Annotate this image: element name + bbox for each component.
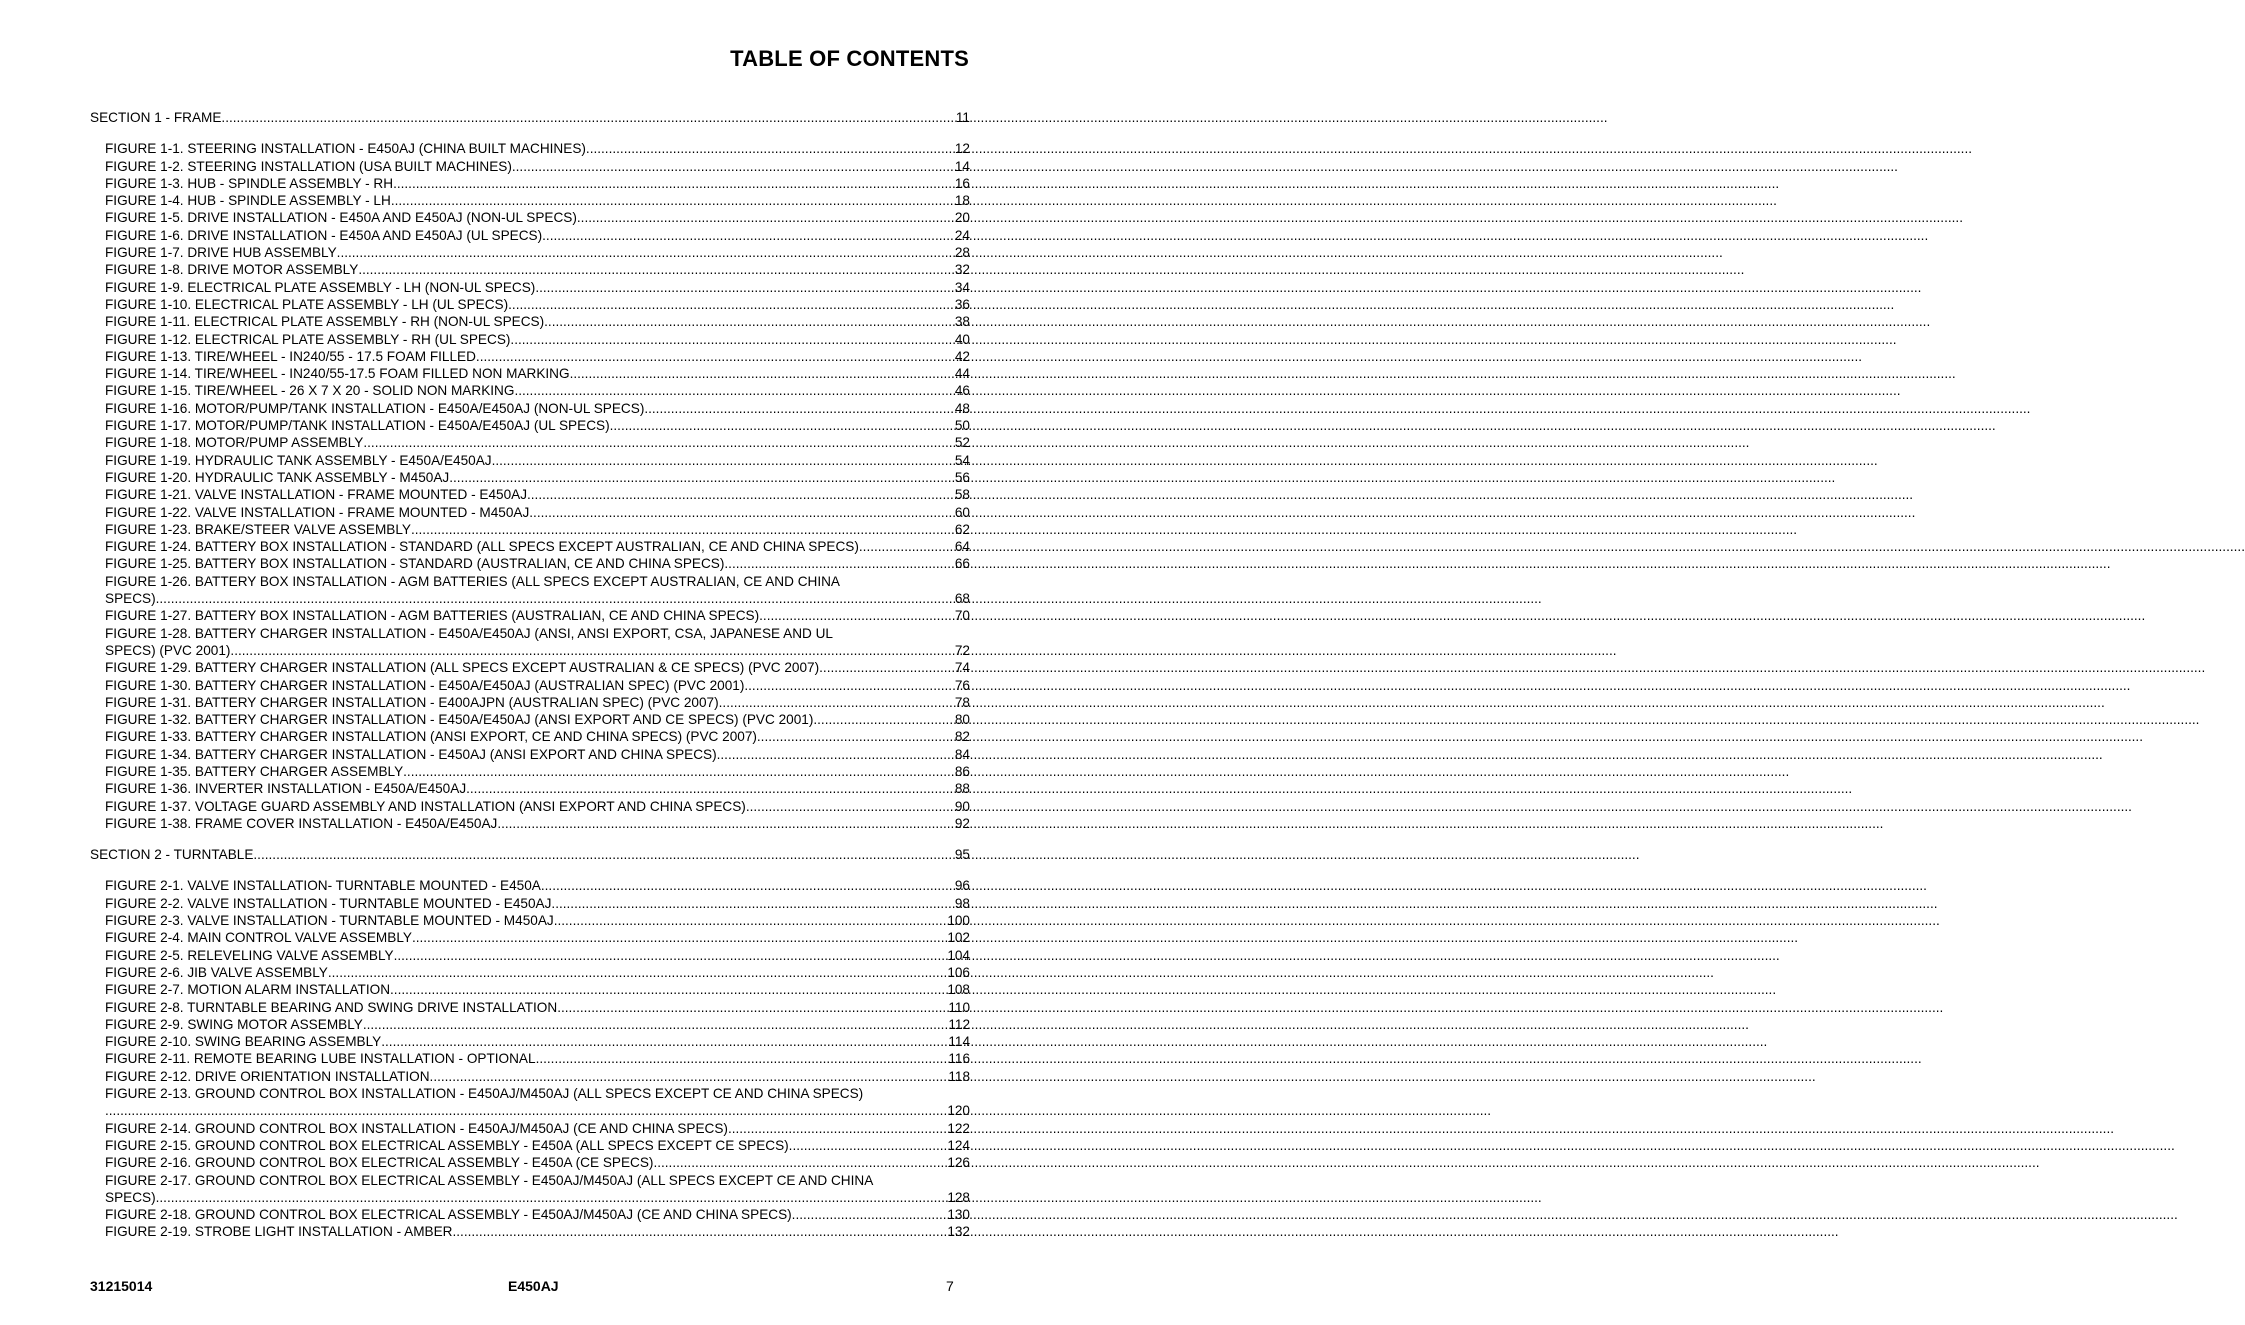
toc-entry-page: 34 [954,279,970,295]
dot-leader [859,538,953,555]
dot-leader [452,1223,945,1240]
toc-entry-page: 60 [954,504,970,520]
dot-leader [746,798,953,815]
toc-entry-page: 84 [954,746,970,762]
dot-leader [391,192,953,209]
toc-entry-figure[interactable] [105,555,970,572]
toc-entry-title: FIGURE 1-7. DRIVE HUB ASSEMBLY [105,245,337,261]
toc-entry-title: FIGURE 1-20. HYDRAULIC TANK ASSEMBLY - M450AJ [105,469,450,485]
dot-leader [230,642,952,659]
toc-entry-title-continued: SPECS) [105,591,156,607]
toc-entry-page: 50 [954,418,970,434]
dot-leader [542,227,953,244]
toc-entry-page: 72 [954,642,970,658]
toc-entry-page: 24 [954,227,970,243]
dot-leader [724,555,952,572]
toc-entry-figure[interactable] [105,929,970,946]
section-1 [90,109,970,832]
toc-entry-page: 52 [954,435,970,451]
toc-entry-title: FIGURE 1-15. TIRE/WHEEL - 26 X 7 X 20 - SOLID NON MARKING [105,383,515,399]
toc-entry-figure[interactable] [105,158,970,175]
dot-leader [412,929,945,946]
dot-leader [813,711,953,728]
toc-entry-figure[interactable] [105,227,970,244]
dot-leader [541,877,953,894]
toc-entry-title: FIGURE 2-8. TURNTABLE BEARING AND SWING DRIVE INSTALLATION [105,999,558,1015]
dot-leader [253,846,952,863]
toc-entry-figure[interactable] [105,486,970,503]
toc-entry-page: 78 [954,694,970,710]
toc-entry-title: FIGURE 1-28. BATTERY CHARGER INSTALLATION - E450A/E450AJ (ANSI, ANSI EXPORT, CSA, JAPANESE AND UL [105,625,833,641]
toc-entry-page: 66 [954,556,970,572]
toc-entry-title: FIGURE 1-31. BATTERY CHARGER INSTALLATION - E400AJPN (AUSTRALIAN SPEC) (PVC 2007) [105,694,719,710]
toc-entry-figure[interactable] [105,192,970,209]
toc-entry-figure[interactable] [105,382,970,399]
dot-leader [717,746,953,763]
toc-entry-title: FIGURE 1-27. BATTERY BOX INSTALLATION - AGM BATTERIES (AUSTRALIAN, CE AND CHINA SPECS) [105,608,760,624]
toc-entry-title: FIGURE 2-6. JIB VALVE ASSEMBLY [105,964,328,980]
toc-entry-title: FIGURE 2-18. GROUND CONTROL BOX ELECTRICAL ASSEMBLY - E450AJ/M450AJ (CE AND CHINA SPECS) [105,1207,792,1223]
toc-entry-figure[interactable] [105,728,970,745]
toc-entry-page: 42 [954,348,970,364]
dot-leader [719,694,953,711]
toc-entry-title: FIGURE 1-24. BATTERY BOX INSTALLATION - STANDARD (ALL SPECS EXCEPT AUSTRALIAN, CE AND CHINA SPECS) [105,539,859,555]
section-1-figures [105,140,970,832]
toc-entry-figure[interactable] [105,279,970,296]
toc-entry-page: 116 [948,1051,970,1067]
dot-leader [557,999,946,1016]
toc-entry-title: FIGURE 2-12. DRIVE ORIENTATION INSTALLATION [105,1068,430,1084]
toc-entry-page: 48 [954,400,970,416]
toc-entry-page: 64 [954,539,970,555]
toc-entry-title: FIGURE 1-34. BATTERY CHARGER INSTALLATION - E450AJ (ANSI EXPORT AND CHINA SPECS) [105,746,717,762]
dot-leader [551,895,952,912]
toc-entry-page: 122 [947,1120,970,1136]
toc-entry-page: 118 [948,1068,970,1084]
toc-entry-title: FIGURE 1-3. HUB - SPINDLE ASSEMBLY - RH [105,175,394,191]
toc-entry-page: 126 [947,1155,970,1171]
toc-entry-title: FIGURE 1-33. BATTERY CHARGER INSTALLATION (ANSI EXPORT, CE AND CHINA SPECS) (PVC 2007) [105,729,757,745]
dot-leader [514,382,952,399]
toc-entry-figure[interactable] [105,469,970,486]
dot-leader [363,1016,947,1033]
dot-leader [536,1050,947,1067]
toc-entry-title: FIGURE 2-13. GROUND CONTROL BOX INSTALLATION - E450AJ/M450AJ (ALL SPECS EXCEPT CE AND CHINA SPECS) [105,1086,864,1102]
dot-leader [328,964,945,981]
toc-entry-figure[interactable] [105,400,970,417]
toc-entry-page: 80 [954,712,970,728]
toc-entry-title: FIGURE 1-10. ELECTRICAL PLATE ASSEMBLY - LH (UL SPECS) [105,296,509,312]
toc-entry-title-continued: SPECS) [105,1189,156,1205]
toc-entry-figure[interactable] [105,452,970,469]
toc-entry-page: 11 [955,110,970,125]
toc-entry-title: FIGURE 1-17. MOTOR/PUMP/TANK INSTALLATION - E450A/E450AJ (UL SPECS) [105,418,610,434]
toc-entry-page: 92 [954,815,970,831]
dot-leader [744,677,953,694]
toc-entry-figure[interactable] [105,964,970,981]
toc-entry-figure[interactable] [105,573,970,608]
toc-entry-page: 98 [954,895,970,911]
dot-leader [759,607,953,624]
toc-entry-page: 90 [954,798,970,814]
dot-leader [527,486,953,503]
toc-entry-title: FIGURE 1-1. STEERING INSTALLATION - E450AJ (CHINA BUILT MACHINES) [105,141,586,157]
toc-entry-title: FIGURE 2-9. SWING MOTOR ASSEMBLY [105,1016,363,1032]
page-title: TABLE OF CONTENTS [730,46,969,71]
toc-entry-title: FIGURE 1-14. TIRE/WHEEL - IN240/55-17.5 FOAM FILLED NON MARKING [105,366,570,382]
toc-entry-figure[interactable] [105,209,970,226]
toc-entry-page: 56 [954,469,970,485]
toc-entry-page: 106 [947,964,970,980]
dot-leader [570,365,953,382]
toc-entry-figure[interactable] [105,625,970,660]
toc-entry-figure[interactable] [105,1033,970,1050]
toc-entry-page: 20 [954,210,970,226]
toc-entry-title: FIGURE 1-18. MOTOR/PUMP ASSEMBLY [105,435,364,451]
toc-entry-figure[interactable] [105,313,970,330]
toc-entry-figure[interactable] [105,1068,970,1085]
toc-entry-title: FIGURE 1-36. INVERTER INSTALLATION - E450A/E450AJ [105,781,467,797]
section-2-figures [105,877,970,1240]
toc-entry-page: 102 [947,930,970,946]
dot-leader [644,400,953,417]
toc-entry-page: 16 [954,175,970,191]
toc-entry-title: FIGURE 1-23. BRAKE/STEER VALVE ASSEMBLY [105,521,411,537]
toc-entry-page: 74 [954,660,970,676]
toc-entry-figure[interactable] [105,694,970,711]
toc-entry-page: 68 [954,591,970,607]
toc-entry-figure[interactable] [105,348,970,365]
toc-entry-title: FIGURE 1-9. ELECTRICAL PLATE ASSEMBLY - LH (NON-UL SPECS) [105,279,536,295]
toc-entry-figure[interactable] [105,365,970,382]
toc-entry-title: FIGURE 1-19. HYDRAULIC TANK ASSEMBLY - E450A/E450AJ [105,452,492,468]
toc-entry-title: FIGURE 2-19. STROBE LIGHT INSTALLATION - AMBER [105,1224,453,1240]
toc-entry-title: FIGURE 1-29. BATTERY CHARGER INSTALLATION (ALL SPECS EXCEPT AUSTRALIAN & CE SPECS) (PVC 2007) [105,660,820,676]
toc-entry-title: FIGURE 1-6. DRIVE INSTALLATION - E450A AND E450AJ (UL SPECS) [105,227,543,243]
dot-leader [156,590,953,607]
toc-entry-page: 76 [954,677,970,693]
dot-leader [363,434,953,451]
toc-entry-title: FIGURE 1-22. VALVE INSTALLATION - FRAME MOUNTED - M450AJ [105,504,530,520]
toc-entry-title: FIGURE 2-1. VALVE INSTALLATION- TURNTABLE MOUNTED - E450A [105,878,541,894]
dot-leader [512,158,953,175]
dot-leader [105,1102,945,1119]
toc-entry-figure[interactable] [105,677,970,694]
toc-entry-page: 128 [947,1189,970,1205]
page-number: 7 [946,1278,954,1294]
toc-entry-page: 110 [948,999,970,1015]
toc-entry-title: FIGURE 2-16. GROUND CONTROL BOX ELECTRICAL ASSEMBLY - E450A (CE SPECS) [105,1155,654,1171]
document-number: 31215014 [90,1278,153,1294]
toc-entry-figure[interactable] [105,261,970,278]
dot-leader [466,780,953,797]
toc-entry-page: 40 [954,331,970,347]
toc-entry-figure[interactable] [105,1154,970,1171]
dot-leader [728,1120,945,1137]
dot-leader [403,763,953,780]
toc-entry-title: FIGURE 1-30. BATTERY CHARGER INSTALLATION - E450A/E450AJ (AUSTRALIAN SPEC) (PVC 2001) [105,677,745,693]
dot-leader [510,331,952,348]
toc-entry-figure[interactable] [105,999,970,1016]
toc-entry-figure[interactable] [105,981,970,998]
toc-entry-page: 36 [954,296,970,312]
toc-entry-page: 88 [954,781,970,797]
toc-entry-title: FIGURE 1-11. ELECTRICAL PLATE ASSEMBLY - RH (NON-UL SPECS) [105,314,545,330]
toc-entry-page: 96 [954,878,970,894]
dot-leader [449,469,953,486]
toc-entry-title: FIGURE 1-13. TIRE/WHEEL - IN240/55 - 17.5 FOAM FILLED [105,348,476,364]
toc-entry-figure[interactable] [105,763,970,780]
toc-entry-title: FIGURE 2-10. SWING BEARING ASSEMBLY [105,1034,382,1050]
dot-leader [819,659,953,676]
toc-entry-title: FIGURE 1-26. BATTERY BOX INSTALLATION - AGM BATTERIES (ALL SPECS EXCEPT AUSTRALIAN, CE AND CHINA [105,573,841,589]
toc-entry-figure[interactable] [105,746,970,763]
toc-entry-page: 120 [947,1103,970,1119]
dot-leader [757,728,953,745]
toc-entry-page: 132 [947,1224,970,1240]
toc-entry-page: 95 [954,847,970,863]
toc-entry-title: FIGURE 1-8. DRIVE MOTOR ASSEMBLY [105,262,359,278]
toc-entry-figure[interactable] [105,895,970,912]
model-name: E450AJ [508,1278,559,1294]
toc-entry-title: FIGURE 1-12. ELECTRICAL PLATE ASSEMBLY - RH (UL SPECS) [105,331,511,347]
toc-entry-title: FIGURE 1-2. STEERING INSTALLATION (USA BUILT MACHINES) [105,158,512,174]
toc-entry-figure[interactable] [105,1137,970,1154]
toc-entry-figure[interactable] [105,1223,970,1240]
dot-leader [529,504,953,521]
toc-entry-figure[interactable] [105,912,970,929]
toc-entry-figure[interactable] [105,1206,970,1223]
dot-leader [577,209,953,226]
table-of-contents [90,109,970,1255]
dot-leader [653,1154,945,1171]
dot-leader [476,348,953,365]
toc-entry-figure[interactable] [105,417,970,434]
dot-leader [792,1206,946,1223]
toc-entry-figure[interactable] [105,244,970,261]
toc-entry-page: 32 [954,262,970,278]
toc-entry-figure[interactable] [105,504,970,521]
dot-leader [789,1137,946,1154]
toc-entry-page: 18 [954,193,970,209]
toc-entry-figure[interactable] [105,1120,970,1137]
section-2 [90,846,970,1241]
toc-entry-title: FIGURE 2-4. MAIN CONTROL VALVE ASSEMBLY [105,930,412,946]
toc-entry-title: FIGURE 1-32. BATTERY CHARGER INSTALLATION - E450A/E450AJ (ANSI EXPORT AND CE SPECS) (PVC 2001) [105,712,814,728]
toc-entry-page: 58 [954,487,970,503]
dot-leader [393,175,953,192]
toc-entry-figure[interactable] [105,331,970,348]
toc-entry-figure[interactable] [105,140,970,157]
dot-leader [381,1033,946,1050]
toc-entry-page: 100 [947,913,970,929]
toc-entry-page: 12 [954,141,970,157]
toc-entry-title: FIGURE 2-2. VALVE INSTALLATION - TURNTABLE MOUNTED - E450AJ [105,895,552,911]
toc-entry-title: FIGURE 1-38. FRAME COVER INSTALLATION - E450A/E450AJ [105,815,498,831]
toc-entry-figure[interactable] [105,1172,970,1207]
toc-entry-page: 46 [954,383,970,399]
toc-entry-page: 124 [947,1137,970,1153]
toc-entry-title: FIGURE 2-7. MOTION ALARM INSTALLATION [105,982,391,998]
toc-entry-figure[interactable] [105,659,970,676]
dot-leader [508,296,953,313]
toc-entry-page: 62 [954,521,970,537]
toc-entry-page: 14 [954,158,970,174]
dot-leader [394,947,946,964]
toc-entry-page: 104 [947,947,970,963]
dot-leader [492,452,953,469]
dot-leader [586,140,953,157]
toc-entry-figure[interactable] [105,521,970,538]
dot-leader [554,912,946,929]
toc-entry-title: FIGURE 2-17. GROUND CONTROL BOX ELECTRICAL ASSEMBLY - E450AJ/M450AJ (ALL SPECS EXCEPT CE AND CHINA [105,1172,874,1188]
toc-entry-title: FIGURE 2-15. GROUND CONTROL BOX ELECTRICAL ASSEMBLY - E450A (ALL SPECS EXCEPT CE SPECS) [105,1137,789,1153]
dot-leader [156,1189,946,1206]
dot-leader [358,261,953,278]
toc-entry-figure[interactable] [105,296,970,313]
toc-entry-figure[interactable] [105,815,970,832]
toc-entry-page: 82 [954,729,970,745]
toc-entry-page: 44 [954,366,970,382]
toc-entry-figure[interactable] [105,538,970,555]
toc-entry-title: FIGURE 2-3. VALVE INSTALLATION - TURNTABLE MOUNTED - M450AJ [105,913,554,929]
dot-leader [497,815,953,832]
dot-leader [221,109,953,126]
dot-leader [390,981,945,998]
dot-leader [430,1068,947,1085]
toc-entry-title: FIGURE 2-11. REMOTE BEARING LUBE INSTALLATION - OPTIONAL [105,1051,536,1067]
toc-entry-title: FIGURE 1-16. MOTOR/PUMP/TANK INSTALLATION - E450A/E450AJ (NON-UL SPECS) [105,400,645,416]
toc-entry-title: FIGURE 1-25. BATTERY BOX INSTALLATION - STANDARD (AUSTRALIAN, CE AND CHINA SPECS) [105,556,725,572]
toc-entry-title: FIGURE 2-5. RELEVELING VALVE ASSEMBLY [105,947,394,963]
toc-entry-title-continued: SPECS) (PVC 2001) [105,642,231,658]
toc-entry-title: SECTION 1 - FRAME [90,110,222,125]
toc-entry-figure[interactable] [105,780,970,797]
toc-entry-figure[interactable] [105,798,970,815]
dot-leader [337,244,953,261]
toc-entry-page: 108 [947,982,970,998]
dot-leader [411,521,953,538]
dot-leader [535,279,953,296]
dot-leader [610,417,953,434]
dot-leader [544,313,953,330]
toc-entry-title: FIGURE 2-14. GROUND CONTROL BOX INSTALLATION - E450AJ/M450AJ (CE AND CHINA SPECS) [105,1120,728,1136]
toc-entry-title: FIGURE 1-5. DRIVE INSTALLATION - E450A AND E450AJ (NON-UL SPECS) [105,210,577,226]
toc-entry-title: FIGURE 1-37. VOLTAGE GUARD ASSEMBLY AND INSTALLATION (ANSI EXPORT AND CHINA SPECS) [105,798,746,814]
toc-entry-section-1[interactable] [90,109,970,126]
toc-entry-figure[interactable] [105,1016,970,1033]
toc-entry-page: 38 [954,314,970,330]
toc-entry-figure[interactable] [105,175,970,192]
toc-entry-page: 70 [954,608,970,624]
toc-entry-title: FIGURE 1-21. VALVE INSTALLATION - FRAME MOUNTED - E450AJ [105,487,527,503]
toc-entry-figure[interactable] [105,1085,970,1120]
toc-entry-title: FIGURE 1-4. HUB - SPINDLE ASSEMBLY - LH [105,193,391,209]
toc-entry-figure[interactable] [105,434,970,451]
toc-entry-figure[interactable] [105,1050,970,1067]
toc-entry-figure[interactable] [105,711,970,728]
toc-entry-figure[interactable] [105,607,970,624]
toc-entry-figure[interactable] [105,947,970,964]
toc-entry-title: FIGURE 1-35. BATTERY CHARGER ASSEMBLY [105,763,404,779]
toc-entry-title: SECTION 2 - TURNTABLE [90,847,254,863]
toc-entry-page: 112 [948,1016,970,1032]
toc-entry-page: 86 [954,763,970,779]
toc-entry-page: 130 [947,1207,970,1223]
toc-entry-page: 114 [948,1034,970,1050]
toc-entry-figure[interactable] [105,877,970,894]
toc-entry-section-2[interactable] [90,846,970,863]
toc-entry-page: 28 [954,245,970,261]
toc-entry-page: 54 [954,452,970,468]
